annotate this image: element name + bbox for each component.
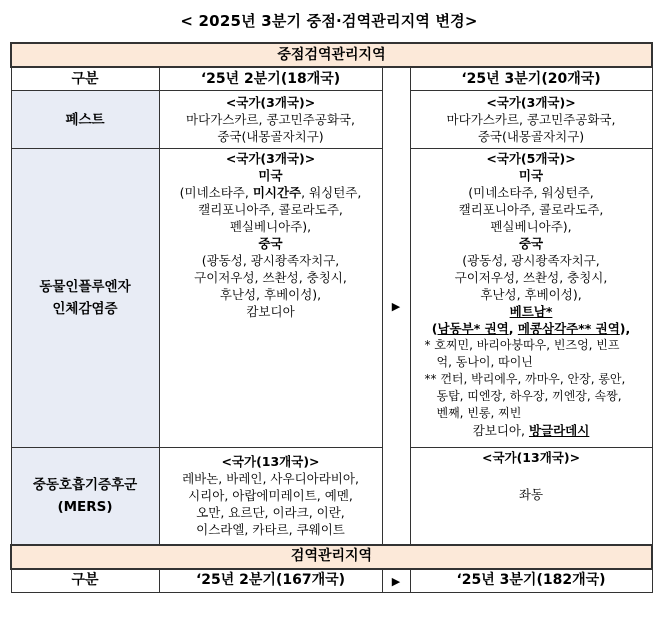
label-avian-line1: 동물인플루엔자 xyxy=(39,279,131,295)
avian-next-us-line2: 캘리포니아주, 콜로라도주, xyxy=(458,202,604,217)
label-avian-influenza xyxy=(11,149,159,448)
arrow-column xyxy=(382,67,410,545)
avian-next-us: 미국 xyxy=(518,168,544,183)
avian-next-kh-bd xyxy=(415,422,648,439)
region-change-table xyxy=(10,42,653,593)
avian-next-vn: 베트남* xyxy=(509,304,553,319)
avian-next-cell xyxy=(410,149,652,448)
footnote-line: 동탑, 띠엔장, 하우장, 끼엔장, 속짱, xyxy=(436,389,622,403)
text-part: , xyxy=(508,321,518,336)
avian-prev-cn: 중국 xyxy=(258,236,283,251)
avian-next-vn-regions xyxy=(415,320,648,337)
vn-footnotes xyxy=(415,337,648,422)
quarantine-prev: ‘25년 2분기(167개국) xyxy=(159,569,382,593)
arrow-right-icon: ▶ xyxy=(391,574,401,588)
avian-next-cn-line3: 후난성, 후베이성), xyxy=(480,287,582,302)
avian-next-cn-line2: 구이저우성, 쓰촨성, 충칭시, xyxy=(454,270,608,285)
quarantine-next: ‘25년 3분기(182개국) xyxy=(410,569,652,593)
row-mers xyxy=(11,448,652,545)
row-avian-influenza xyxy=(11,149,652,448)
avian-prev-cn-line3: 후난성, 후베이성), xyxy=(219,287,322,302)
mers-prev-line: 이스라엘, 카타르, 쿠웨이트 xyxy=(196,522,345,538)
avian-prev-cell xyxy=(159,149,382,448)
text-part: 캄보디아, xyxy=(472,423,529,438)
header-prev-quarter: ‘25년 2분기(18개국) xyxy=(159,67,382,91)
footnote-line: * 호찌민, 바리아붕따우, 빈즈엉, 빈프 xyxy=(424,338,620,352)
avian-prev-kh: 캄보디아 xyxy=(246,304,295,319)
mers-prev-line: 오만, 요르단, 이라크, 이란, xyxy=(196,505,345,521)
footnote-line: 벤째, 빈롱, 찌빈 xyxy=(436,406,522,420)
text-part-bold: 미시간주 xyxy=(252,185,302,200)
avian-prev-cn-line1: (광동성, 광시좡족자치구, xyxy=(201,253,340,268)
mers-prev-head: <국가(13개국)> xyxy=(221,454,320,470)
footnote-line: ** 껀터, 박리에우, 까마우, 안장, 롱안, xyxy=(424,372,626,386)
avian-prev-head: <국가(3개국)> xyxy=(225,151,316,166)
section-row-priority xyxy=(11,43,652,67)
label-plague: 페스트 xyxy=(11,91,159,149)
mers-next-cell xyxy=(410,448,652,545)
quarantine-col-label: 구분 xyxy=(11,569,159,593)
label-mers-line2: (MERS) xyxy=(57,498,113,515)
text-part-underlined: 메콩삼각주** 권역 xyxy=(517,321,620,336)
avian-prev-us-line1 xyxy=(164,184,378,201)
section-title-priority: 중점검역관리지역 xyxy=(11,43,652,67)
header-col-label: 구분 xyxy=(11,67,159,91)
avian-prev-us-line3: 펜실베니아주), xyxy=(229,219,312,234)
mers-prev-cell xyxy=(159,448,382,545)
plague-next-line: 중국(내몽골자치구) xyxy=(477,129,585,144)
avian-next-us-line1: (미네소타주, 워싱턴주, xyxy=(468,185,594,200)
mers-next-head: <국가(13개국)> xyxy=(481,450,581,465)
text-part-underlined: 남동부* 권역 xyxy=(437,321,509,336)
text-part: (미네소타주, xyxy=(179,185,253,200)
row-plague xyxy=(11,91,652,149)
mers-prev-line: 시리아, 아랍에미레이트, 예멘, xyxy=(188,488,353,504)
section-row-quarantine xyxy=(11,545,652,569)
quarantine-arrow-cell xyxy=(382,569,410,593)
avian-prev-cn-line2: 구이저우성, 쓰촨성, 충칭시, xyxy=(194,270,347,285)
plague-next-line: 마다가스카르, 콩고민주공화국, xyxy=(446,112,616,127)
text-part: ), xyxy=(619,321,631,336)
text-part: ( xyxy=(431,321,438,336)
avian-prev-us: 미국 xyxy=(258,168,283,183)
mers-next-same: 좌동 xyxy=(518,487,544,502)
avian-next-cn-line1: (광동성, 광시좡족자치구, xyxy=(462,253,600,268)
header-row xyxy=(11,67,652,91)
avian-next-us-line3: 펜실베니아주), xyxy=(490,219,572,234)
text-part-underlined: 방글라데시 xyxy=(528,423,590,438)
footnote-line: 억, 동나이, 따이닌 xyxy=(436,355,533,369)
row-quarantine-counts xyxy=(11,569,652,593)
document-title: < 2025년 3분기 중점·검역관리지역 변경> xyxy=(180,12,478,30)
plague-next-head: <국가(3개국)> xyxy=(486,95,576,110)
text-part: , 워싱턴주, xyxy=(301,185,362,200)
avian-next-cn: 중국 xyxy=(518,236,544,251)
label-mers xyxy=(11,448,159,545)
section-title-quarantine: 검역관리지역 xyxy=(11,545,652,569)
plague-prev-head: <국가(3개국)> xyxy=(225,95,316,110)
avian-prev-us-line2: 캘리포니아주, 콜로라도주, xyxy=(198,202,343,217)
arrow-right-icon: ▶ xyxy=(391,299,401,313)
plague-prev-line: 중국(내몽골자치구) xyxy=(217,129,324,144)
plague-prev-cell xyxy=(159,91,382,149)
mers-prev-line: 레바논, 바레인, 사우디아라비아, xyxy=(182,471,359,487)
label-avian-line2: 인체감염증 xyxy=(52,301,118,317)
plague-next-cell xyxy=(410,91,652,149)
label-mers-line1: 중동호흡기증후군 xyxy=(32,476,138,493)
avian-next-head: <국가(5개국)> xyxy=(486,151,576,166)
header-next-quarter: ‘25년 3분기(20개국) xyxy=(410,67,652,91)
plague-prev-line: 마다가스카르, 콩고민주공화국, xyxy=(186,112,355,127)
